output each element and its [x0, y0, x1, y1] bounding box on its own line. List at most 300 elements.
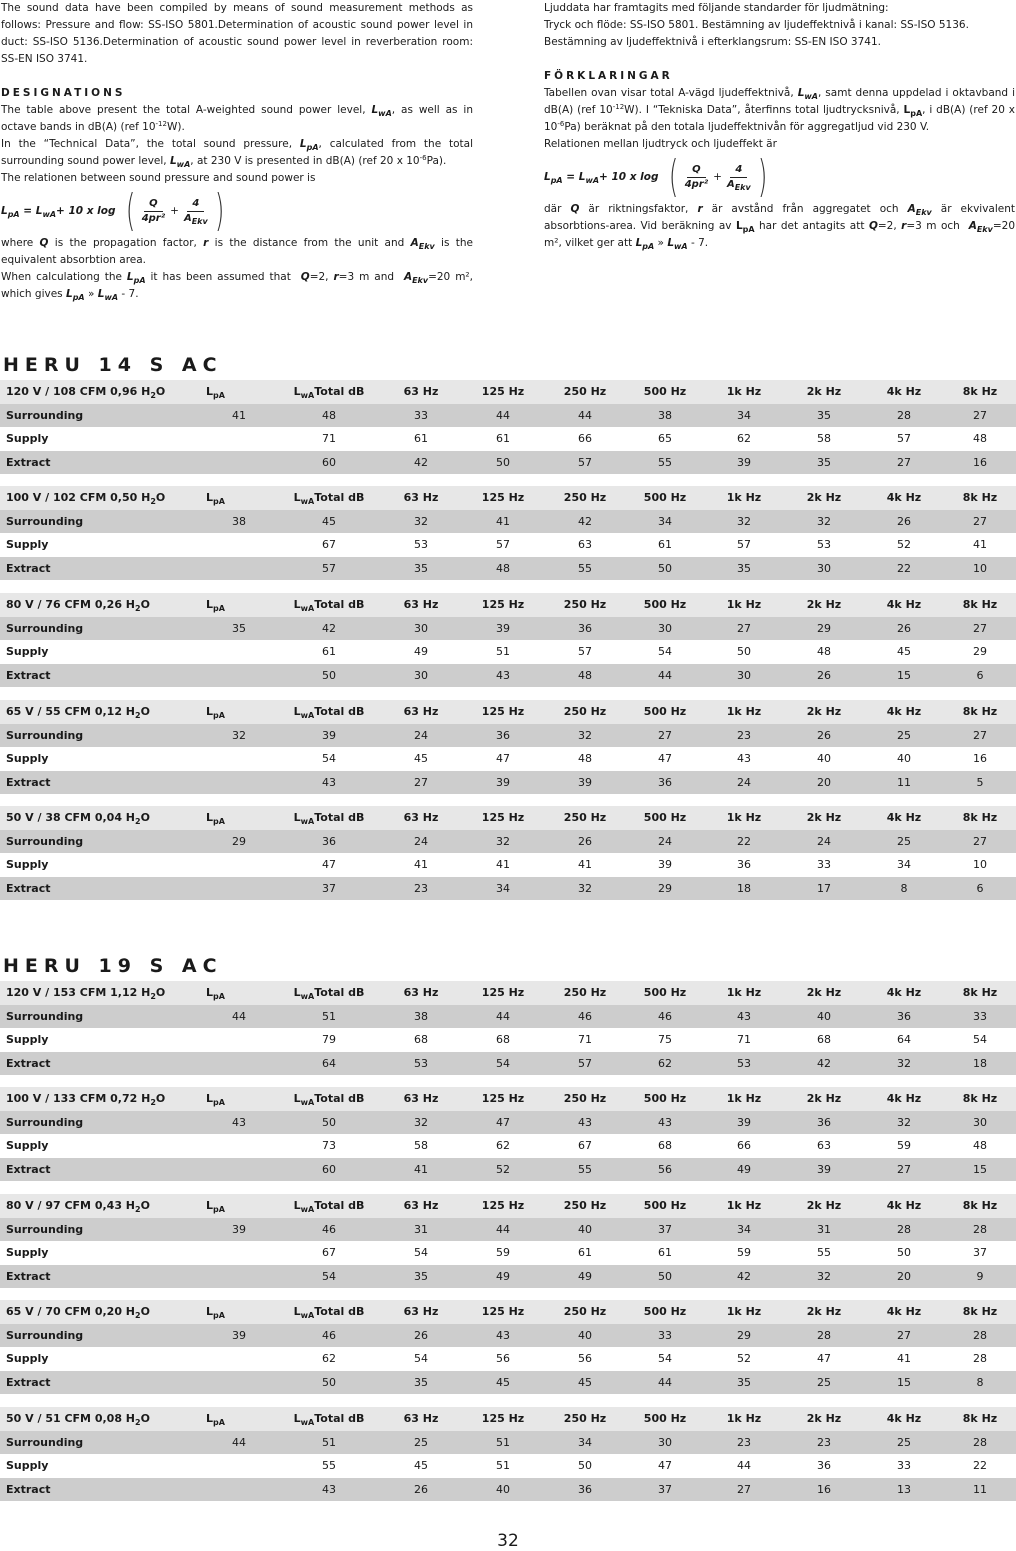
intro-sv-p6: där Q är riktningsfaktor, r är avstånd från aggregatet och $A_{Ekv}$ är ekvivalent absorbtions-area. Vid beräkning av $L_{pA}$ har det antagits att Q=2, r=3 m och $A_{Ekv}=20$ m², vilket ger att $L_{pA}$ » $L_{wA} - 7$.	[544, 203, 1016, 251]
band-header: 250 Hz	[544, 700, 626, 724]
table-cell: 52	[864, 533, 944, 557]
table-row	[0, 1431, 1016, 1455]
sound-table	[0, 1300, 1016, 1394]
table-cell: 60	[278, 451, 380, 475]
table-cell: 24	[380, 724, 462, 748]
table-cell: 33	[944, 1005, 1016, 1029]
table-cell: 54	[278, 747, 380, 771]
table-cell: 32	[864, 1052, 944, 1076]
table-cell: 50	[626, 1265, 704, 1289]
table-cell: 54	[380, 1241, 462, 1265]
row-label: Extract	[0, 451, 200, 475]
row-label: Extract	[0, 664, 200, 688]
band-header: 500 Hz	[626, 1407, 704, 1431]
sound-table	[0, 593, 1016, 687]
table-cell: 27	[944, 724, 1016, 748]
table-cell: 68	[462, 1028, 544, 1052]
band-header: 63 Hz	[380, 1407, 462, 1431]
table-cell: 39	[704, 451, 784, 475]
table-row	[0, 1052, 1016, 1076]
table-cell: 41	[462, 510, 544, 534]
table-cell: 43	[462, 664, 544, 688]
band-header: 2k Hz	[784, 1194, 864, 1218]
band-header: 250 Hz	[544, 1300, 626, 1324]
table-cell: 58	[784, 427, 864, 451]
sound-table	[0, 806, 1016, 900]
table-cell: 42	[278, 617, 380, 641]
table-cell: 42	[380, 451, 462, 475]
lwa-header: $L_{wA}Total$ dB	[278, 981, 380, 1005]
lwa-header: $L_{wA}Total$ dB	[278, 486, 380, 510]
table-cell: 25	[784, 1371, 864, 1395]
sound-table	[0, 981, 1016, 1075]
table-cell: 39	[462, 617, 544, 641]
band-header: 63 Hz	[380, 1194, 462, 1218]
table-cell: 9	[944, 1265, 1016, 1289]
table-cell: 62	[704, 427, 784, 451]
table-cell: 61	[380, 427, 462, 451]
row-label: Supply	[0, 747, 200, 771]
lwa-header: $L_{wA}Total$ dB	[278, 1194, 380, 1218]
table-cell: 50	[278, 1371, 380, 1395]
band-header: 2k Hz	[784, 700, 864, 724]
table-cell: 27	[626, 724, 704, 748]
table-cell: 67	[544, 1134, 626, 1158]
table-cell: 37	[626, 1218, 704, 1242]
table-cell: 43	[704, 1005, 784, 1029]
table-cell: 59	[864, 1134, 944, 1158]
table-cell: 31	[380, 1218, 462, 1242]
table-cell: 54	[944, 1028, 1016, 1052]
table-cell: 36	[626, 771, 704, 795]
table-cell: 26	[784, 724, 864, 748]
band-header: 8k Hz	[944, 593, 1016, 617]
lpa-value	[200, 877, 278, 901]
lpa-header: $L_{pA}$	[200, 1194, 278, 1218]
lpa-value	[200, 1158, 278, 1182]
table-cell: 20	[784, 771, 864, 795]
band-header: 125 Hz	[462, 1194, 544, 1218]
table-cell: 32	[784, 1265, 864, 1289]
table-cell: 31	[784, 1218, 864, 1242]
lpa-header: $L_{pA}$	[200, 806, 278, 830]
table-cell: 27	[864, 451, 944, 475]
band-header: 250 Hz	[544, 806, 626, 830]
table-cell: 40	[864, 747, 944, 771]
lpa-value	[200, 557, 278, 581]
condition-label: 100 V / 133 CFM 0,72 $H_2O$	[0, 1087, 200, 1111]
sound-table	[0, 1407, 1016, 1501]
table-cell: 24	[784, 830, 864, 854]
table-cell: 39	[626, 853, 704, 877]
table-cell: 66	[704, 1134, 784, 1158]
intro-sv-p2: Tryck och flöde: SS-ISO 5801. Bestämning av ljudeffektnivå i kanal: SS-ISO 5136.	[544, 19, 969, 31]
table-cell: 55	[544, 557, 626, 581]
band-header: 4k Hz	[864, 700, 944, 724]
band-header: 4k Hz	[864, 806, 944, 830]
table-cell: 25	[864, 830, 944, 854]
table-cell: 26	[380, 1324, 462, 1348]
table-row	[0, 617, 1016, 641]
table-cell: 44	[462, 1218, 544, 1242]
table-header-row	[0, 700, 1016, 724]
table-header-row	[0, 486, 1016, 510]
table-cell: 67	[278, 1241, 380, 1265]
intro-en-p5: where Q is the propagation factor, r is the distance from the unit and $A_{Ekv}$ is the equivalent absorbtion area.	[1, 237, 473, 266]
table-cell: 29	[944, 640, 1016, 664]
table-cell: 65	[626, 427, 704, 451]
table-row	[0, 640, 1016, 664]
condition-label: 65 V / 55 CFM 0,12 $H_2O$	[0, 700, 200, 724]
band-header: 8k Hz	[944, 380, 1016, 404]
table-cell: 59	[462, 1241, 544, 1265]
table-cell: 36	[784, 1111, 864, 1135]
row-label: Supply	[0, 1134, 200, 1158]
table-cell: 16	[784, 1478, 864, 1502]
row-label: Supply	[0, 853, 200, 877]
table-cell: 51	[462, 1454, 544, 1478]
table-row	[0, 427, 1016, 451]
table-cell: 39	[784, 1158, 864, 1182]
table-cell: 57	[864, 427, 944, 451]
band-header: 63 Hz	[380, 806, 462, 830]
table-cell: 33	[380, 404, 462, 428]
intro-en-p4: The relationen between sound pressure and sound power is	[1, 172, 316, 184]
condition-label: 50 V / 38 CFM 0,04 $H_2O$	[0, 806, 200, 830]
table-cell: 53	[380, 1052, 462, 1076]
table-cell: 53	[784, 533, 864, 557]
table-cell: 68	[380, 1028, 462, 1052]
band-header: 125 Hz	[462, 1407, 544, 1431]
table-cell: 40	[784, 747, 864, 771]
band-header: 8k Hz	[944, 1087, 1016, 1111]
band-header: 4k Hz	[864, 1194, 944, 1218]
row-label: Surrounding	[0, 404, 200, 428]
band-header: 125 Hz	[462, 700, 544, 724]
table-cell: 41	[380, 853, 462, 877]
table-cell: 36	[544, 1478, 626, 1502]
table-cell: 41	[380, 1158, 462, 1182]
table-cell: 55	[626, 451, 704, 475]
band-header: 1k Hz	[704, 1194, 784, 1218]
table-cell: 56	[544, 1347, 626, 1371]
band-header: 4k Hz	[864, 380, 944, 404]
table-cell: 62	[462, 1134, 544, 1158]
table-cell: 27	[864, 1158, 944, 1182]
lpa-value: 29	[200, 830, 278, 854]
table-cell: 68	[626, 1134, 704, 1158]
band-header: 8k Hz	[944, 806, 1016, 830]
table-row	[0, 1347, 1016, 1371]
table-cell: 35	[784, 451, 864, 475]
table-cell: 16	[944, 451, 1016, 475]
band-header: 2k Hz	[784, 593, 864, 617]
table-header-row	[0, 1407, 1016, 1431]
table-cell: 13	[864, 1478, 944, 1502]
sound-table	[0, 486, 1016, 580]
table-cell: 35	[380, 1265, 462, 1289]
lpa-value	[200, 771, 278, 795]
table-cell: 10	[944, 853, 1016, 877]
table-cell: 35	[784, 404, 864, 428]
table-row	[0, 1241, 1016, 1265]
table-cell: 39	[462, 771, 544, 795]
table-cell: 26	[864, 510, 944, 534]
row-label: Supply	[0, 1454, 200, 1478]
intro-en-p6: When calculationg the $L_{pA}$ it has been assumed that Q=2, r=3 m and $A_{Ekv}=20$ m², which gives $L_{pA}$ » $L_{wA} - 7$.	[1, 271, 473, 302]
lwa-header: $L_{wA}Total$ dB	[278, 593, 380, 617]
table-cell: 49	[380, 640, 462, 664]
table-cell: 32	[864, 1111, 944, 1135]
table-cell: 44	[462, 404, 544, 428]
table-cell: 34	[544, 1431, 626, 1455]
band-header: 4k Hz	[864, 486, 944, 510]
lwa-header: $L_{wA}Total$ dB	[278, 380, 380, 404]
band-header: 63 Hz	[380, 1087, 462, 1111]
table-cell: 48	[462, 557, 544, 581]
table-cell: 28	[944, 1347, 1016, 1371]
table-cell: 47	[626, 747, 704, 771]
table-cell: 33	[864, 1454, 944, 1478]
table-cell: 51	[462, 640, 544, 664]
table-cell: 29	[626, 877, 704, 901]
table-cell: 38	[380, 1005, 462, 1029]
band-header: 1k Hz	[704, 380, 784, 404]
intro-swedish	[544, 0, 1015, 252]
table-row	[0, 1158, 1016, 1182]
row-label: Extract	[0, 557, 200, 581]
band-header: 2k Hz	[784, 1407, 864, 1431]
table-cell: 23	[704, 724, 784, 748]
table-cell: 61	[462, 427, 544, 451]
condition-label: 80 V / 97 CFM 0,43 $H_2O$	[0, 1194, 200, 1218]
row-label: Surrounding	[0, 1111, 200, 1135]
table-row	[0, 853, 1016, 877]
table-cell: 57	[704, 533, 784, 557]
lwa-header: $L_{wA}Total$ dB	[278, 1407, 380, 1431]
lpa-header: $L_{pA}$	[200, 1087, 278, 1111]
intro-en-p3: In the “Technical Data”, the total sound pressure, $L_{pA}$, calculated from the total surrounding sound power level, $L_{wA}$, at 230 V is presented in dB(A) (ref 20 x $10^{-6}Pa$).	[1, 138, 473, 169]
table-cell: 44	[704, 1454, 784, 1478]
table-header-row	[0, 1087, 1016, 1111]
table-cell: 41	[864, 1347, 944, 1371]
table-cell: 34	[864, 853, 944, 877]
row-label: Surrounding	[0, 1324, 200, 1348]
lpa-value: 44	[200, 1431, 278, 1455]
table-cell: 64	[278, 1052, 380, 1076]
intro-en-p1: The sound data have been compiled by means of sound measurement methods as follows: Pressure and flow: SS-ISO 5801.Determination of acoustic sound power level in duct: SS-ISO 5136.Determination of acoustic sound power level in reverberation room: SS-EN ISO 3741.	[1, 2, 473, 65]
table-cell: 57	[544, 451, 626, 475]
table-cell: 18	[704, 877, 784, 901]
forklaringar-heading: FÖRKLARINGAR	[544, 70, 673, 82]
table-cell: 32	[704, 510, 784, 534]
table-cell: 26	[864, 617, 944, 641]
table-cell: 73	[278, 1134, 380, 1158]
lpa-header: $L_{pA}$	[200, 700, 278, 724]
row-label: Extract	[0, 1265, 200, 1289]
band-header: 63 Hz	[380, 380, 462, 404]
condition-label: 50 V / 51 CFM 0,08 $H_2O$	[0, 1407, 200, 1431]
lpa-value: 39	[200, 1324, 278, 1348]
lpa-header: $L_{pA}$	[200, 380, 278, 404]
intro-en-p2: The table above present the total A-weighted sound power level, $L_{wA}$, as well as in octave bands in dB(A) (ref $10^{-12}W$).	[1, 104, 473, 133]
table-cell: 48	[278, 404, 380, 428]
band-header: 8k Hz	[944, 700, 1016, 724]
table-cell: 27	[944, 830, 1016, 854]
table-cell: 50	[278, 1111, 380, 1135]
table-cell: 47	[784, 1347, 864, 1371]
band-header: 125 Hz	[462, 1300, 544, 1324]
table-cell: 47	[278, 853, 380, 877]
row-label: Surrounding	[0, 1218, 200, 1242]
table-row	[0, 404, 1016, 428]
band-header: 1k Hz	[704, 1300, 784, 1324]
table-cell: 30	[626, 1431, 704, 1455]
band-header: 500 Hz	[626, 1194, 704, 1218]
row-label: Surrounding	[0, 724, 200, 748]
table-cell: 51	[278, 1005, 380, 1029]
table-cell: 25	[864, 1431, 944, 1455]
table-cell: 57	[278, 557, 380, 581]
table-cell: 37	[278, 877, 380, 901]
band-header: 250 Hz	[544, 486, 626, 510]
lpa-value	[200, 1052, 278, 1076]
table-cell: 37	[944, 1241, 1016, 1265]
table-cell: 8	[944, 1371, 1016, 1395]
table-cell: 22	[944, 1454, 1016, 1478]
table-cell: 26	[544, 830, 626, 854]
table-cell: 23	[704, 1431, 784, 1455]
table-cell: 71	[278, 427, 380, 451]
table-cell: 34	[462, 877, 544, 901]
table-cell: 28	[944, 1431, 1016, 1455]
table-cell: 43	[278, 1478, 380, 1502]
table-cell: 35	[704, 1371, 784, 1395]
table-cell: 26	[380, 1478, 462, 1502]
band-header: 8k Hz	[944, 1194, 1016, 1218]
table-header-row	[0, 981, 1016, 1005]
table-cell: 16	[944, 747, 1016, 771]
table-header-row	[0, 1300, 1016, 1324]
table-cell: 32	[380, 1111, 462, 1135]
row-label: Supply	[0, 533, 200, 557]
band-header: 250 Hz	[544, 1087, 626, 1111]
band-header: 1k Hz	[704, 700, 784, 724]
table-cell: 38	[626, 404, 704, 428]
table-cell: 40	[462, 1478, 544, 1502]
band-header: 1k Hz	[704, 593, 784, 617]
sound-table	[0, 1087, 1016, 1181]
table-cell: 30	[626, 617, 704, 641]
table-cell: 50	[278, 664, 380, 688]
table-row	[0, 1324, 1016, 1348]
table-cell: 48	[544, 664, 626, 688]
designations-heading: DESIGNATIONS	[1, 87, 126, 99]
lpa-value	[200, 747, 278, 771]
band-header: 500 Hz	[626, 1300, 704, 1324]
band-header: 1k Hz	[704, 1407, 784, 1431]
table-row	[0, 664, 1016, 688]
lpa-header: $L_{pA}$	[200, 981, 278, 1005]
table-row	[0, 533, 1016, 557]
table-cell: 54	[278, 1265, 380, 1289]
table-cell: 36	[462, 724, 544, 748]
table-row	[0, 1265, 1016, 1289]
lpa-header: $L_{pA}$	[200, 1407, 278, 1431]
table-cell: 71	[704, 1028, 784, 1052]
table-cell: 43	[278, 771, 380, 795]
page-number: 32	[497, 1531, 519, 1551]
table-cell: 29	[784, 617, 864, 641]
band-header: 2k Hz	[784, 380, 864, 404]
table-row	[0, 1005, 1016, 1029]
table-cell: 48	[784, 640, 864, 664]
row-label: Extract	[0, 877, 200, 901]
lpa-header: $L_{pA}$	[200, 1300, 278, 1324]
band-header: 250 Hz	[544, 981, 626, 1005]
table-cell: 42	[784, 1052, 864, 1076]
table-cell: 28	[864, 404, 944, 428]
table-cell: 43	[462, 1324, 544, 1348]
table-cell: 26	[784, 664, 864, 688]
lpa-value	[200, 451, 278, 475]
band-header: 500 Hz	[626, 700, 704, 724]
table-cell: 35	[380, 557, 462, 581]
table-row	[0, 557, 1016, 581]
table-cell: 41	[462, 853, 544, 877]
table-cell: 46	[278, 1324, 380, 1348]
table-cell: 25	[864, 724, 944, 748]
table-row	[0, 877, 1016, 901]
table-cell: 43	[544, 1111, 626, 1135]
band-header: 500 Hz	[626, 1087, 704, 1111]
table-cell: 54	[380, 1347, 462, 1371]
row-label: Extract	[0, 1052, 200, 1076]
lwa-header: $L_{wA}Total$ dB	[278, 1087, 380, 1111]
lpa-value: 38	[200, 510, 278, 534]
lpa-value	[200, 1454, 278, 1478]
table-cell: 32	[380, 510, 462, 534]
table-cell: 79	[278, 1028, 380, 1052]
band-header: 63 Hz	[380, 486, 462, 510]
sound-table	[0, 700, 1016, 794]
table-cell: 62	[626, 1052, 704, 1076]
band-header: 1k Hz	[704, 486, 784, 510]
table-row	[0, 724, 1016, 748]
lpa-value	[200, 1265, 278, 1289]
table-cell: 33	[784, 853, 864, 877]
table-cell: 47	[462, 747, 544, 771]
lpa-value: 39	[200, 1218, 278, 1242]
table-cell: 30	[784, 557, 864, 581]
table-cell: 45	[864, 640, 944, 664]
table-cell: 22	[864, 557, 944, 581]
table-cell: 39	[278, 724, 380, 748]
table-cell: 42	[704, 1265, 784, 1289]
table-cell: 45	[544, 1371, 626, 1395]
table-cell: 50	[704, 640, 784, 664]
lpa-value	[200, 1478, 278, 1502]
band-header: 63 Hz	[380, 700, 462, 724]
table-cell: 53	[380, 533, 462, 557]
table-cell: 44	[626, 1371, 704, 1395]
table-cell: 6	[944, 664, 1016, 688]
table-cell: 22	[704, 830, 784, 854]
table-cell: 48	[944, 1134, 1016, 1158]
table-cell: 43	[704, 747, 784, 771]
band-header: 125 Hz	[462, 806, 544, 830]
table-cell: 32	[784, 510, 864, 534]
